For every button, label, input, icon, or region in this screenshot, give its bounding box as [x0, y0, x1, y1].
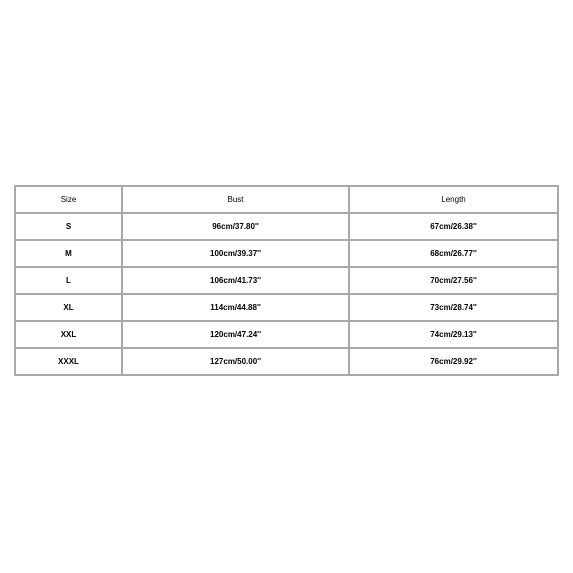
table-row	[15, 240, 558, 267]
bust-cell: 120cm/47.24''	[122, 321, 349, 348]
header-length: Length	[349, 186, 558, 213]
bust-cell: 106cm/41.73''	[122, 267, 349, 294]
size-cell: XXL	[15, 321, 122, 348]
bust-cell: 96cm/37.80''	[122, 213, 349, 240]
table-row	[15, 321, 558, 348]
size-cell: S	[15, 213, 122, 240]
length-cell: 73cm/28.74''	[349, 294, 558, 321]
length-cell: 74cm/29.13''	[349, 321, 558, 348]
length-cell: 67cm/26.38''	[349, 213, 558, 240]
length-cell: 68cm/26.77''	[349, 240, 558, 267]
size-cell: XL	[15, 294, 122, 321]
table-header-row	[15, 186, 558, 213]
bust-cell: 114cm/44.88''	[122, 294, 349, 321]
size-cell: M	[15, 240, 122, 267]
header-bust: Bust	[122, 186, 349, 213]
table-row	[15, 267, 558, 294]
table-row	[15, 294, 558, 321]
length-cell: 76cm/29.92''	[349, 348, 558, 375]
size-cell: XXXL	[15, 348, 122, 375]
bust-cell: 100cm/39.37''	[122, 240, 349, 267]
size-cell: L	[15, 267, 122, 294]
table-row	[15, 348, 558, 375]
length-cell: 70cm/27.56''	[349, 267, 558, 294]
bust-cell: 127cm/50.00''	[122, 348, 349, 375]
size-chart-table	[14, 185, 559, 376]
table-row	[15, 213, 558, 240]
header-size: Size	[15, 186, 122, 213]
